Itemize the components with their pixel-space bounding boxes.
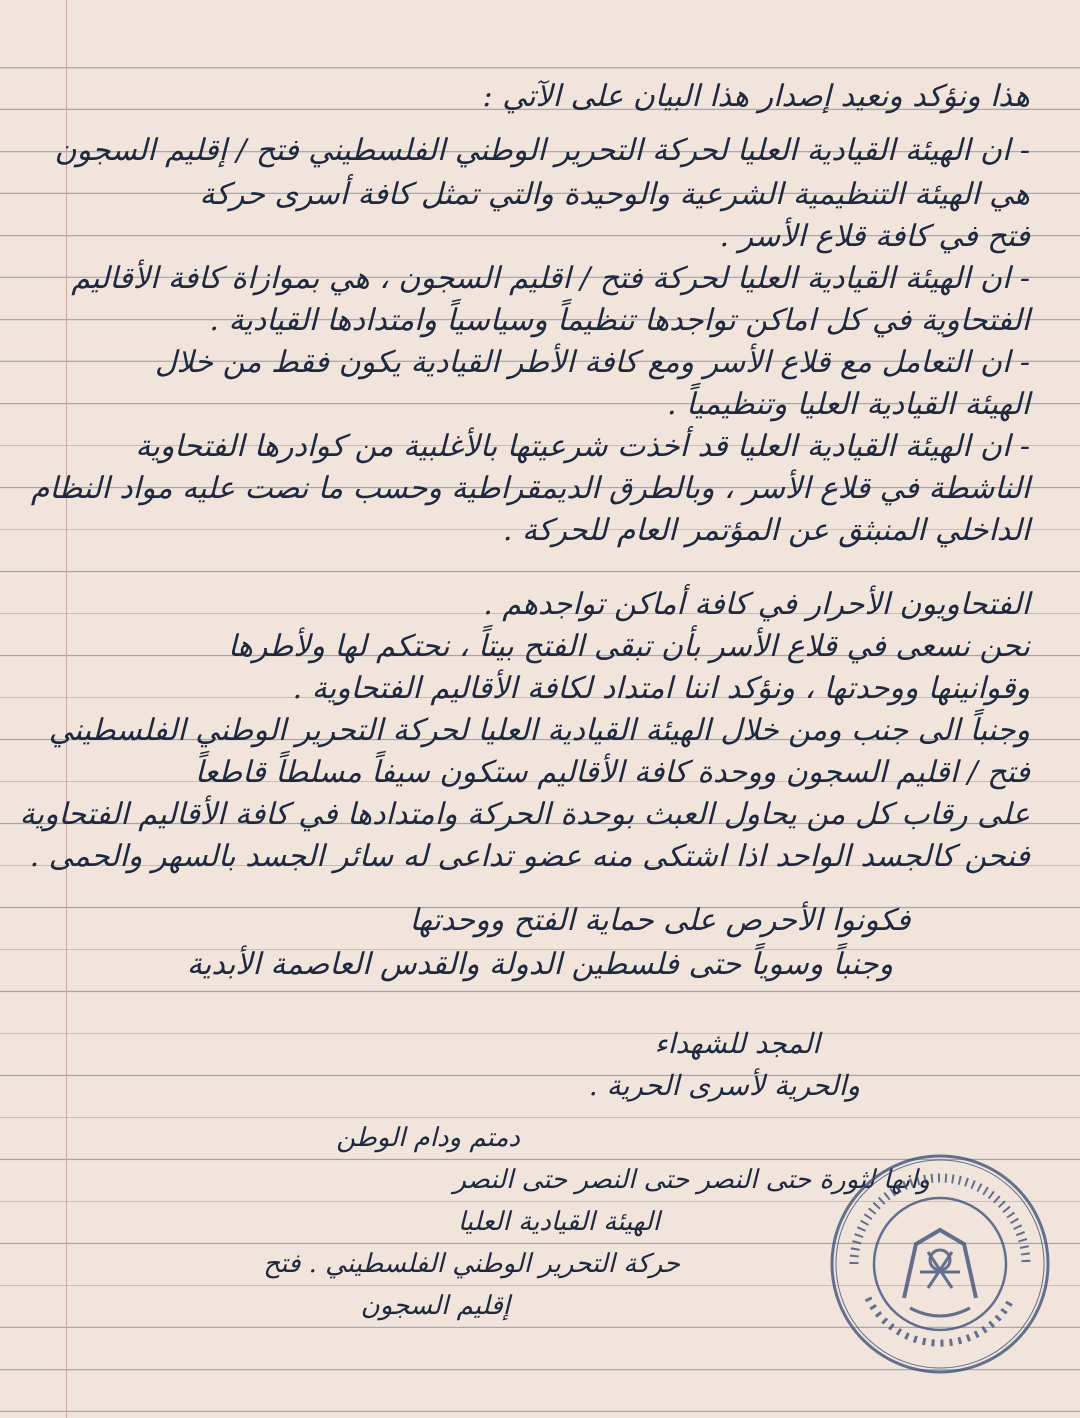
letter-line: - ان التعامل مع قلاع الأسر ومع كافة الأطر القيادية يكون فقط من خلال [154,345,1030,380]
letter-line: نحن نسعى في قلاع الأسر بأن تبقى الفتح بيتاً ، نحتكم لها ولأطرها [227,629,1030,664]
letter-line: الداخلي المنبثق عن المؤتمر العام للحركة . [502,513,1030,548]
signature-line: وانها لثورة حتى النصر حتى النصر حتى النصر [453,1165,930,1195]
letter-line: فنحن كالجسد الواحد اذا اشتكى منه عضو تداعى له سائر الجسد بالسهر والحمى . [29,839,1030,874]
closing-line: وجنباً وسوياً حتى فلسطين الدولة والقدس العاصمة الأبدية [186,947,894,982]
letter-line: هي الهيئة التنظيمية الشرعية والوحيدة والتي تمثل كافة أسرى حركة [199,177,1030,212]
signature-line: إقليم السجون [360,1291,510,1321]
letter-line: الناشطة في قلاع الأسر ، وبالطرق الديمقراطية وحسب ما نصت عليه مواد النظام [30,471,1030,506]
margin-rule [66,0,67,1418]
letter-line: الفتحاويون الأحرار في كافة أماكن تواجدهم . [483,587,1030,622]
letter-line: الفتحاوية في كل اماكن تواجدها تنظيماً وسياسياً وامتدادها القيادية . [209,303,1030,338]
letter-line: على رقاب كل من يحاول العبث بوحدة الحركة وامتدادها في كافة الأقاليم الفتحاوية [19,797,1030,832]
signature-line: حركة التحرير الوطني الفلسطيني . فتح [263,1249,680,1279]
letter-line: وقوانينها ووحدتها ، ونؤكد اننا امتداد لكافة الأقاليم الفتحاوية . [292,671,1030,706]
slogan-line: المجد للشهداء [654,1027,820,1060]
slogan-line: والحرية لأسرى الحرية . [588,1069,860,1102]
organization-seal-icon [824,1148,1056,1380]
signature-line: دمتم ودام الوطن [336,1123,520,1153]
letter-line: الهيئة القيادية العليا وتنظيمياً . [667,387,1030,422]
letter-line: فتح في كافة قلاع الأسر . [719,219,1030,254]
letter-line: هذا ونؤكد ونعيد إصدار هذا البيان على الآتي : [482,79,1030,114]
signature-line: الهيئة القيادية العليا [457,1207,660,1237]
letter-line: - ان الهيئة القيادية العليا قد أخذت شرعيتها بالأغلبية من كوادرها الفتحاوية [135,429,1030,464]
letter-line: - ان الهيئة القيادية العليا لحركة فتح / اقليم السجون ، هي بموازاة كافة الأقاليم [71,261,1030,296]
letter-line: وجنباً الى جنب ومن خلال الهيئة القيادية العليا لحركة التحرير الوطني الفلسطيني [48,713,1030,748]
closing-line: فكونوا الأحرص على حماية الفتح ووحدتها [409,903,911,938]
letter-line: فتح / اقليم السجون ووحدة كافة الأقاليم ستكون سيفاً مسلطاً قاطعاً [194,755,1030,790]
seal-graphic [824,1148,1056,1380]
letter-line: - ان الهيئة القيادية العليا لحركة التحرير الوطني الفلسطيني فتح / إقليم السجون [54,133,1030,168]
